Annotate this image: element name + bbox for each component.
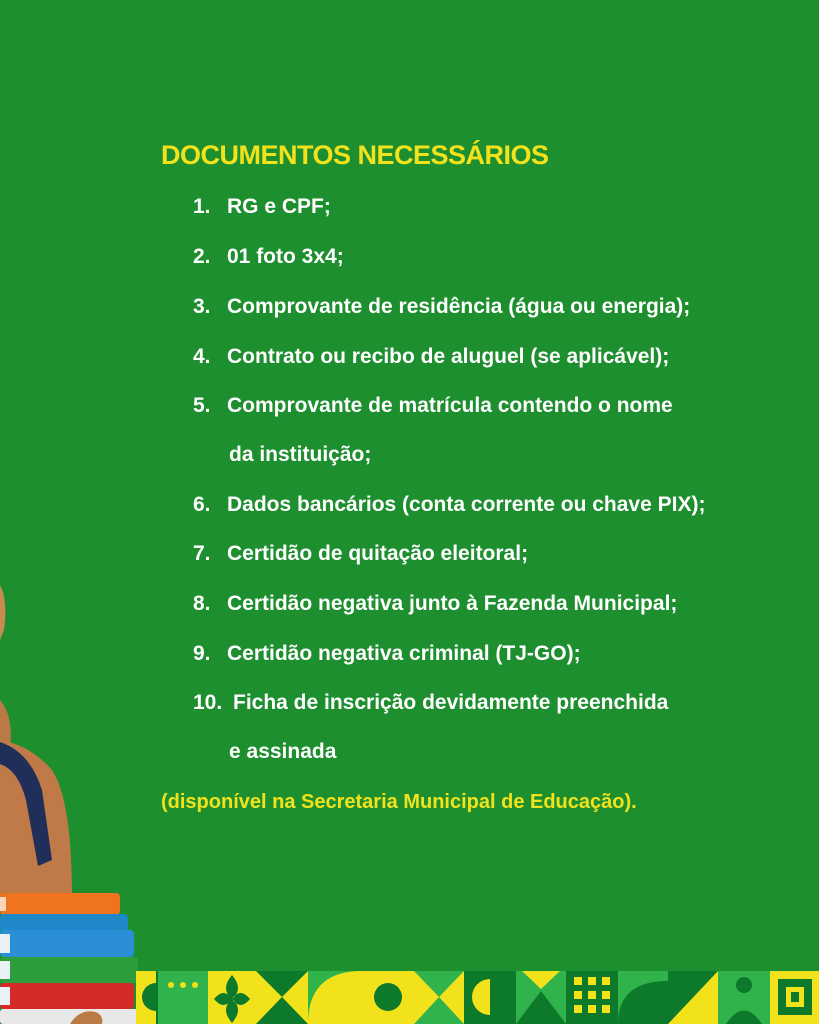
list-item — [193, 592, 677, 616]
list-item — [193, 245, 344, 269]
list-item — [193, 295, 690, 319]
list-item — [193, 394, 673, 467]
item-text-continuation: da instituição; — [229, 443, 372, 466]
item-number: 8. — [193, 592, 211, 615]
item-number: 1. — [193, 195, 211, 218]
item-text: 01 foto 3x4; — [227, 245, 344, 268]
list-item — [193, 345, 669, 369]
item-text: RG e CPF; — [227, 195, 331, 218]
student-with-books-illustration — [0, 0, 160, 1024]
item-text: Ficha de inscrição devidamente preenchida — [233, 691, 669, 714]
item-text: Comprovante de residência (água ou energia); — [227, 295, 691, 318]
item-text: Certidão de quitação eleitoral; — [227, 542, 529, 565]
list-item — [193, 691, 668, 764]
footnote: (disponível na Secretaria Municipal de Educação). — [161, 791, 637, 813]
item-text: Comprovante de matrícula contendo o nome — [227, 394, 673, 417]
item-text: Certidão negativa criminal (TJ-GO); — [227, 642, 581, 665]
item-text: Certidão negativa junto à Fazenda Municipal; — [227, 592, 678, 615]
list-item — [193, 493, 705, 517]
item-number: 9. — [193, 642, 211, 665]
item-number: 6. — [193, 493, 211, 516]
item-number: 7. — [193, 542, 211, 565]
list-item — [193, 642, 581, 666]
item-text: Dados bancários (conta corrente ou chave PIX); — [227, 493, 706, 516]
list-item — [193, 542, 528, 566]
page-title: DOCUMENTOS NECESSÁRIOS — [161, 140, 549, 170]
item-number: 4. — [193, 345, 211, 368]
item-text: Contrato ou recibo de aluguel (se aplicável); — [227, 345, 670, 368]
item-number: 3. — [193, 295, 211, 318]
item-text-continuation: e assinada — [229, 740, 337, 763]
list-item — [193, 195, 331, 219]
item-number: 2. — [193, 245, 211, 268]
geometric-pattern-icon — [136, 971, 819, 1024]
item-number: 5. — [193, 394, 211, 417]
decorative-pattern-strip — [136, 971, 819, 1024]
item-number: 10. — [193, 691, 223, 714]
